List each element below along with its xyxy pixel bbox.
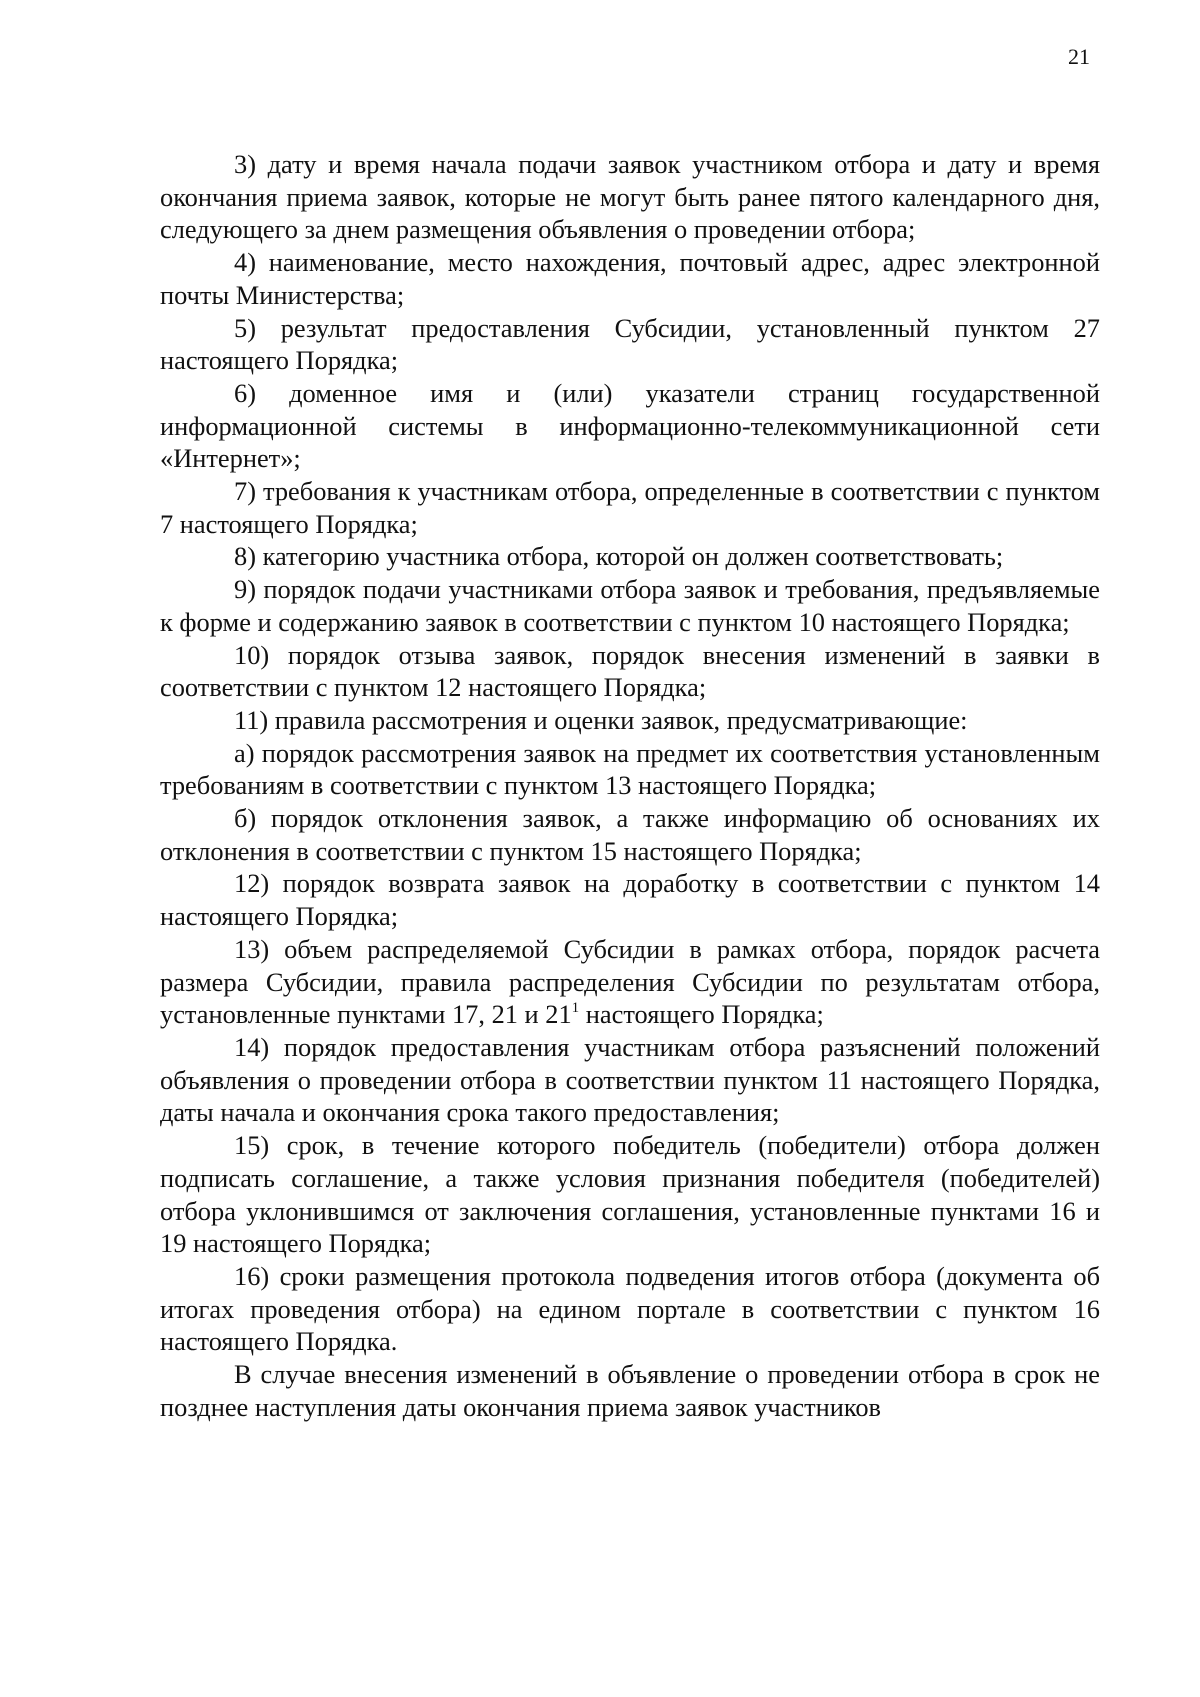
- list-item-4: 4) наименование, место нахождения, почтовый адрес, адрес электронной почты Министерства;: [160, 247, 1100, 310]
- list-item-10: 10) порядок отзыва заявок, порядок внесения изменений в заявки в соответствии с пунктом 12 настоящего Порядка;: [160, 639, 1100, 703]
- document-body: [160, 148, 1100, 1423]
- list-item-13: [160, 933, 1100, 1031]
- list-item-15: 15) срок, в течение которого победитель (победители) отбора должен подписать соглашение, а также условия признания победителя (победителей) отбора уклонившимся от заключения соглашения, установленные пунктами 16 и 19 настоящего Порядка;: [160, 1130, 1100, 1259]
- list-item-11a: а) порядок рассмотрения заявок на предмет их соответствия установленным требованиям в соответствии с пунктом 13 настоящего Порядка;: [160, 737, 1100, 801]
- closing-paragraph: В случае внесения изменений в объявление о проведении отбора в срок не позднее наступления даты окончания приема заявок участников: [160, 1359, 1100, 1422]
- list-item-5: 5) результат предоставления Субсидии, установленный пунктом 27 настоящего Порядка;: [160, 312, 1100, 376]
- list-item-3: 3) дату и время начала подачи заявок участником отбора и дату и время окончания приема заявок, которые не могут быть ранее пятого календарного дня, следующего за днем размещения объявления о проведении отбора;: [160, 149, 1100, 245]
- list-item-11b: б) порядок отклонения заявок, а также информацию об основаниях их отклонения в соответствии с пунктом 15 настоящего Порядка;: [160, 803, 1100, 866]
- list-item-13-text: 13) объем распределяемой Субсидии в рамках отбора, порядок расчета размера Субсидии, правила распределения Субсидии по результатам отбора, установленные пунктами 17, 21 и 21: [160, 933, 1100, 1030]
- list-item-13-text-end: настоящего Порядка;: [579, 999, 824, 1030]
- list-item-6: 6) доменное имя и (или) указатели страниц государственной информационной системы в информационно-телекоммуникационной сети «Интернет»;: [160, 377, 1100, 474]
- list-item-12: 12) порядок возврата заявок на доработку в соответствии с пунктом 14 настоящего Порядка;: [160, 868, 1100, 932]
- list-item-8: 8) категорию участника отбора, которой он должен соответствовать;: [234, 541, 1004, 572]
- list-item-16: 16) сроки размещения протокола подведения итогов отбора (документа об итогах проведения отбора) на едином портале в соответствии с пунктом 16 настоящего Порядка.: [160, 1260, 1100, 1357]
- list-item-11: 11) правила рассмотрения и оценки заявок, предусматривающие:: [234, 704, 968, 735]
- list-item-7: 7) требования к участникам отбора, определенные в соответствии с пунктом 7 настоящего Порядка;: [160, 476, 1100, 539]
- superscript-mark: 1: [571, 1000, 580, 1017]
- list-item-14: 14) порядок предоставления участникам отбора разъяснений положений объявления о проведении отбора в соответствии пунктом 11 настоящего Порядка, даты начала и окончания срока такого предоставления;: [160, 1031, 1100, 1128]
- list-item-9: 9) порядок подачи участниками отбора заявок и требования, предъявляемые к форме и содержанию заявок в соответствии с пунктом 10 настоящего Порядка;: [160, 574, 1100, 637]
- page-number: 21: [1068, 44, 1090, 69]
